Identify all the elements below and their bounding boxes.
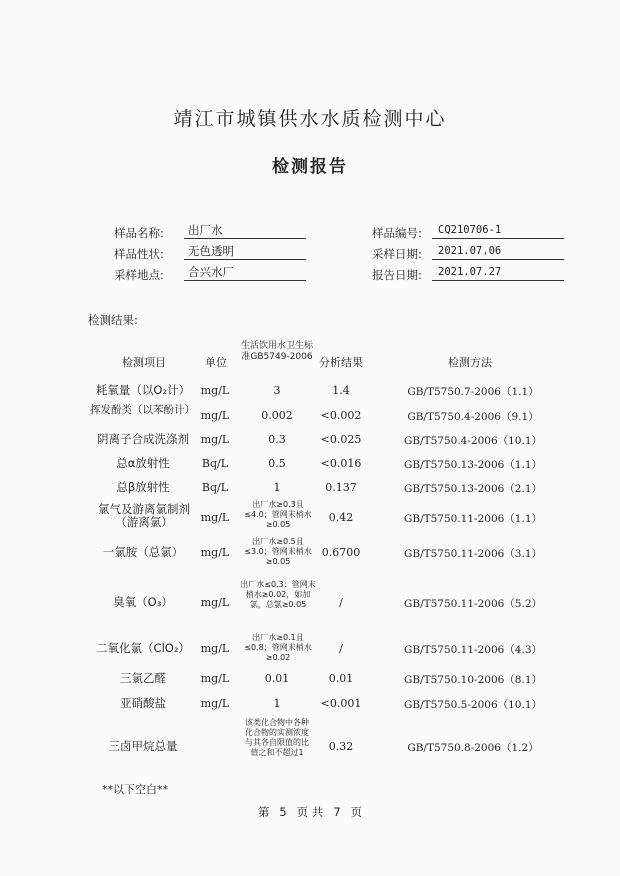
- row-standard: 1: [273, 697, 281, 710]
- row-result: 0.32: [328, 740, 354, 753]
- row-result: 0.6700: [321, 546, 361, 559]
- row-method: GB/T5750.11-2006（3.1）: [403, 548, 543, 560]
- sampling-location-label: 采样地点:: [114, 268, 164, 282]
- sample-nature-value: 无色透明: [184, 244, 306, 260]
- row-item: 耗氧量（以O₂计）: [95, 383, 191, 397]
- row-item: 氯气及游离氯制剂（游离氯）: [98, 502, 190, 529]
- row-standard: 该类化合物中各种化合物的实测浓度与其各自限值的比值之和不超过1: [245, 718, 309, 757]
- row-result: /: [339, 642, 343, 655]
- row-result: 1.4: [332, 384, 350, 397]
- row-item: 三氯乙醛: [120, 671, 166, 685]
- row-unit: mg/L: [200, 546, 230, 559]
- row-unit: Bq/L: [201, 481, 229, 494]
- report-date-value: 2021.07.27: [432, 265, 564, 281]
- row-unit: mg/L: [200, 697, 230, 710]
- row-standard: 出厂水≤0.3；管网末梢水≥0.02，如加氯，总氯≥0.05: [240, 580, 316, 609]
- row-item: 挥发酚类（以苯酚计）: [90, 404, 195, 416]
- row-result: /: [339, 596, 343, 609]
- row-result: 0.137: [325, 481, 357, 494]
- row-method: GB/T5750.4-2006（9.1）: [407, 411, 539, 423]
- page-middle: 页 共: [296, 805, 324, 819]
- row-item: 亚硝酸盐: [120, 696, 166, 710]
- row-method: GB/T5750.13-2006（2.1）: [403, 483, 543, 495]
- results-label: 检测结果:: [88, 313, 138, 327]
- row-item: 阴离子合成洗涤剂: [97, 432, 189, 446]
- sampling-location-value: 合兴水厂: [184, 265, 306, 281]
- page-number: [0, 804, 620, 820]
- row-standard: 0.01: [264, 672, 290, 685]
- header-standard: 生活饮用水卫生标准GB5749-2006: [240, 341, 313, 362]
- row-unit: mg/L: [200, 511, 230, 524]
- row-result: 0.01: [328, 672, 354, 685]
- report-date-label: 报告日期:: [372, 268, 422, 282]
- header-item: 检测项目: [122, 356, 166, 369]
- row-standard: 3: [273, 384, 281, 397]
- sampling-date-value: 2021.07.06: [432, 244, 564, 260]
- row-method: GB/T5750.13-2006（1.1）: [403, 459, 543, 471]
- row-standard: 1: [273, 481, 281, 494]
- row-item: 一氯胺（总氯）: [102, 545, 184, 559]
- row-standard: 0.002: [261, 409, 293, 422]
- row-item: 总β放射性: [116, 480, 170, 494]
- sample-code-label: 样品编号:: [372, 226, 422, 240]
- row-unit: mg/L: [200, 384, 230, 397]
- row-standard: 出厂水≥0.3且≤4.0；管网末梢水≥0.05: [244, 500, 312, 529]
- header-method: 检测方法: [448, 356, 492, 369]
- report-title: 检测报告: [272, 157, 348, 177]
- row-method: GB/T5750.8-2006（1.2）: [407, 742, 539, 754]
- row-method: GB/T5750.11-2006（1.1）: [403, 513, 543, 525]
- sampling-date-label: 采样日期:: [372, 247, 422, 261]
- sample-name-label: 样品名称:: [114, 226, 164, 240]
- row-item: 总α放射性: [116, 456, 170, 470]
- row-method: GB/T5750.5-2006（10.1）: [403, 699, 543, 711]
- page-current: 5: [279, 805, 287, 819]
- row-result: 0.42: [328, 511, 354, 524]
- sample-name-value: 出厂水: [184, 223, 306, 239]
- row-unit: mg/L: [200, 642, 230, 655]
- row-unit: mg/L: [200, 672, 230, 685]
- row-method: GB/T5750.11-2006（5.2）: [403, 598, 543, 610]
- row-result: <0.025: [320, 433, 362, 446]
- row-method: GB/T5750.11-2006（4.3）: [403, 644, 543, 656]
- organization-title: 靖江市城镇供水水质检测中心: [173, 108, 447, 130]
- blank-below-note: **以下空白**: [102, 783, 168, 796]
- page-suffix: 页: [350, 805, 363, 819]
- row-unit: mg/L: [200, 409, 230, 422]
- row-result: <0.002: [320, 409, 362, 422]
- row-result: <0.001: [320, 697, 362, 710]
- row-method: GB/T5750.7-2006（1.1）: [407, 386, 539, 398]
- row-standard: 0.5: [268, 457, 286, 470]
- page-total: 7: [333, 805, 341, 819]
- row-result: <0.016: [320, 457, 362, 470]
- header-unit: 单位: [205, 356, 227, 369]
- header-result: 分析结果: [319, 356, 363, 369]
- page-prefix: 第: [257, 805, 270, 819]
- sample-nature-label: 样品性状:: [114, 247, 164, 261]
- row-method: GB/T5750.4-2006（10.1）: [403, 435, 543, 447]
- row-standard: 出厂水≥0.5且≤3.0；管网末梢水≥0.05: [244, 537, 312, 566]
- row-item: 三卤甲烷总量: [108, 739, 178, 753]
- sample-code-value: CQ210706-1: [432, 223, 564, 239]
- row-standard: 0.3: [268, 433, 286, 446]
- row-method: GB/T5750.10-2006（8.1）: [403, 674, 543, 686]
- row-item: 二氧化氯（ClO₂）: [96, 641, 190, 655]
- row-unit: mg/L: [200, 596, 230, 609]
- row-standard: 出厂水≥0.1且≤0.8；管网末梢水≥0.02: [244, 633, 312, 662]
- row-unit: mg/L: [200, 433, 230, 446]
- row-unit: Bq/L: [201, 457, 229, 470]
- row-item: 臭氧（O₃）: [113, 595, 173, 609]
